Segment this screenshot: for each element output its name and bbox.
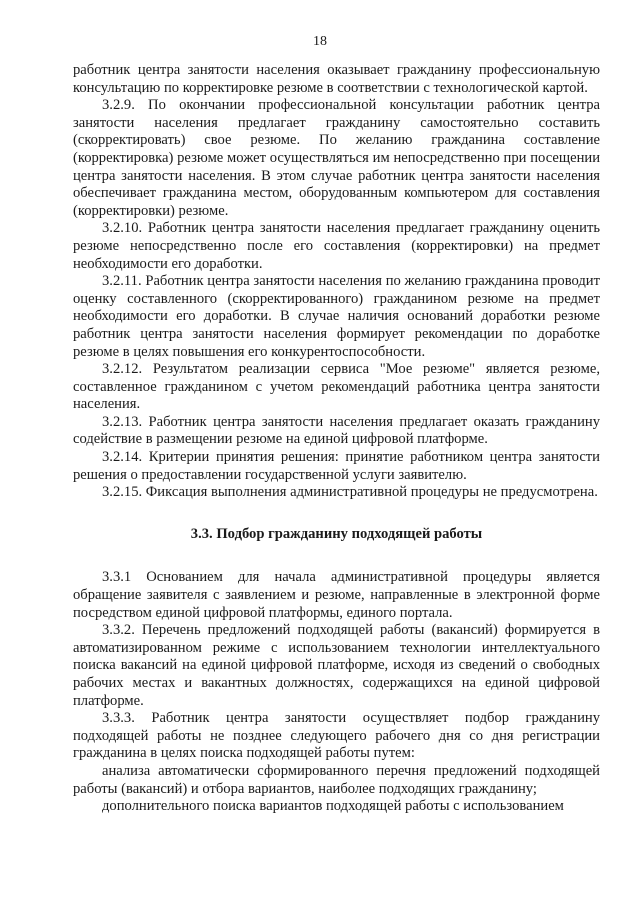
paragraph-3-3-3: 3.3.3. Работник центра занятости осуществляет подбор гражданину подходящей работы не позднее следующего рабочего дня со дня регистрации гражданина в целях поиска подходящей работы путем: xyxy=(73,710,600,762)
paragraph-3-2-9: 3.2.9. По окончании профессиональной консультации работник центра занятости населения предлагает гражданину самостоятельно составить (скорректировать) свое резюме. По желанию гражданина составление (корректировка) резюме может осуществляться им непосредственно при посещении центра занятости населения. В этом случае работник центра занятости населения обеспечивает гражданина местом, оборудованным компьютером для составления (корректировки) резюме. xyxy=(73,97,600,219)
page-number: 18 xyxy=(313,34,327,49)
paragraph-3-2-12: 3.2.12. Результатом реализации сервиса "Мое резюме" является резюме, составленное гражданином с учетом рекомендаций работника центра занятости населения. xyxy=(73,361,600,413)
document-body xyxy=(73,62,600,816)
paragraph-3-2-14: 3.2.14. Критерии принятия решения: принятие работником центра занятости решения о предоставлении государственной услуги заявителю. xyxy=(73,449,600,483)
paragraph-3-3-2: 3.3.2. Перечень предложений подходящей работы (вакансий) формируется в автоматизированном режиме с использованием технологии интеллектуального поиска вакансий на единой цифровой платформе, исходя из сведений о свободных рабочих местах и вакантных должностях, содержащихся на единой цифровой платформе. xyxy=(73,622,600,709)
paragraph-3-2-11: 3.2.11. Работник центра занятости населения по желанию гражданина проводит оценку составленного (скорректированного) гражданином резюме на предмет необходимости его доработки. В случае наличия оснований доработки резюме работник центра занятости населения формирует рекомендации по доработке резюме в целях повышения его конкурентоспособности. xyxy=(73,273,600,360)
paragraph-3-2-15: 3.2.15. Фиксация выполнения административной процедуры не предусмотрена. xyxy=(102,484,598,501)
list-item-additional-search: дополнительного поиска вариантов подходящей работы с использованием xyxy=(102,798,564,815)
list-item-analysis: анализа автоматически сформированного перечня предложений подходящей работы (вакансий) и отбора вариантов, наиболее подходящих гражданину; xyxy=(73,762,600,797)
paragraph-3-2-13: 3.2.13. Работник центра занятости населения предлагает оказать гражданину содействие в размещении резюме на единой цифровой платформе. xyxy=(73,413,600,448)
paragraph-continuation: работник центра занятости населения оказывает гражданину профессиональную консультацию по корректировке резюме в соответствии с технологической картой. xyxy=(73,62,600,96)
paragraph-3-2-10: 3.2.10. Работник центра занятости населения предлагает гражданину оценить резюме непосредственно после его составления (корректировки) на предмет необходимости его доработки. xyxy=(73,220,600,272)
paragraph-3-3-1: 3.3.1 Основанием для начала административной процедуры является обращение заявителя с заявлением и резюме, направленные в электронной форме посредством единой цифровой платформы, единого портала. xyxy=(73,569,600,621)
section-heading: 3.3. Подбор гражданину подходящей работы xyxy=(190,525,483,542)
